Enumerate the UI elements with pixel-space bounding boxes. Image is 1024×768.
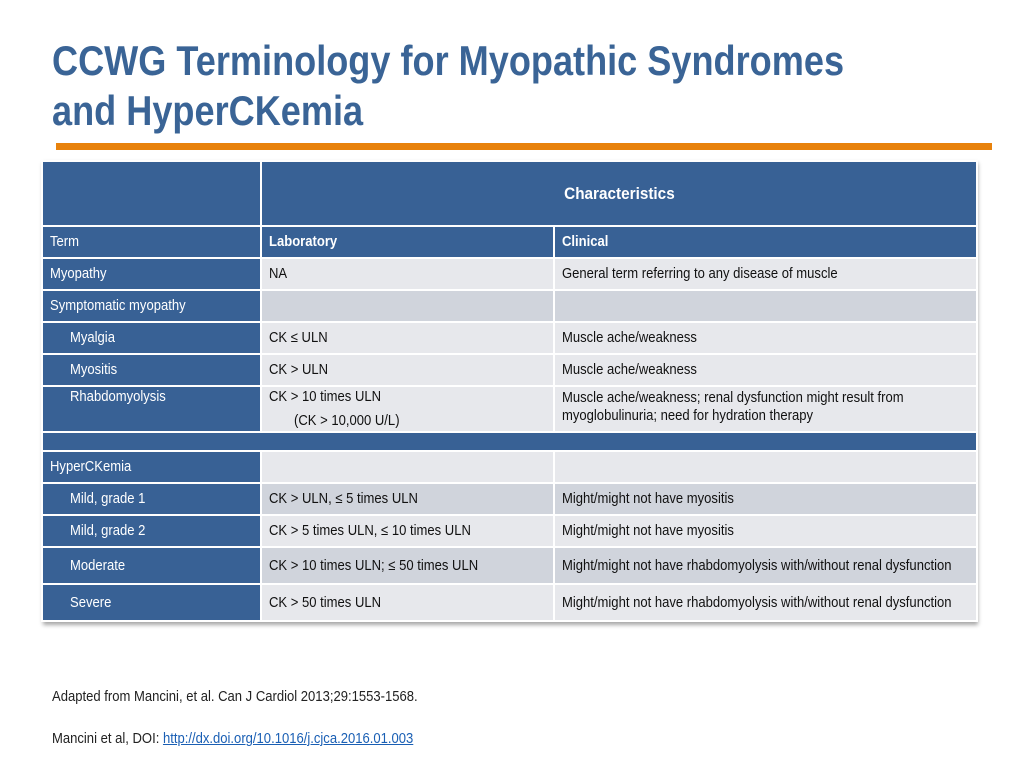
clinical-cell	[554, 354, 977, 386]
laboratory-text: CK > ULN	[269, 362, 329, 378]
table-row	[42, 386, 977, 432]
laboratory-text: CK > ULN, ≤ 5 times ULN	[269, 491, 418, 507]
laboratory-subtext-wrapper	[269, 413, 546, 429]
clinical-text: Might/might not have rhabdomyolysis with/without renal dysfunction	[562, 557, 952, 574]
clinical-text: Might/might not have myositis	[562, 491, 734, 507]
characteristics-header-text: Characteristics	[563, 183, 675, 203]
term-text: Mild, grade 2	[70, 523, 146, 539]
clinical-cell	[554, 547, 977, 584]
term-text: Myalgia	[70, 330, 115, 346]
term-cell	[42, 386, 261, 432]
slide-title: CCWG Terminology for Myopathic Syndromes and HyperCKemia	[52, 37, 845, 134]
clinical-cell	[554, 515, 977, 547]
column-header-laboratory	[261, 226, 554, 258]
clinical-text: Muscle ache/weakness	[562, 362, 697, 378]
doi-prefix: Mancini et al, DOI:	[52, 731, 163, 747]
table-row	[42, 354, 977, 386]
term-cell	[42, 584, 261, 621]
term-text: Myopathy	[50, 266, 107, 282]
laboratory-cell	[261, 451, 554, 483]
term-text: Rhabdomyolysis	[70, 389, 166, 405]
terminology-table-container	[41, 160, 976, 622]
term-cell	[42, 258, 261, 290]
table-row	[42, 322, 977, 354]
clinical-cell	[554, 290, 977, 322]
clinical-text: General term referring to any disease of muscle	[562, 266, 838, 282]
laboratory-text: CK > 5 times ULN, ≤ 10 times ULN	[269, 523, 471, 539]
term-cell	[42, 322, 261, 354]
table-row	[42, 258, 977, 290]
laboratory-text: NA	[269, 266, 288, 282]
term-cell	[42, 515, 261, 547]
column-header-term-text: Term	[50, 234, 80, 250]
citation-footnote: Adapted from Mancini, et al. Can J Cardiol 2013;29:1553-1568.	[52, 689, 418, 705]
laboratory-subtext: (CK > 10,000 U/L)	[294, 413, 400, 429]
term-cell	[42, 354, 261, 386]
laboratory-cell	[261, 386, 554, 432]
clinical-text: Muscle ache/weakness; renal dysfunction might result from myoglobulinuria; need for hydration therapy	[562, 390, 904, 424]
table-group-header-row	[42, 161, 977, 226]
clinical-cell	[554, 322, 977, 354]
table-section-divider	[42, 432, 977, 451]
laboratory-text: CK ≤ ULN	[269, 330, 328, 346]
clinical-text: Muscle ache/weakness	[562, 330, 697, 346]
laboratory-cell	[261, 322, 554, 354]
clinical-cell	[554, 451, 977, 483]
laboratory-cell	[261, 483, 554, 515]
column-header-laboratory-text: Laboratory	[269, 234, 338, 250]
term-cell	[42, 483, 261, 515]
term-text: Symptomatic myopathy	[50, 298, 186, 314]
clinical-cell	[554, 584, 977, 621]
table-row	[42, 290, 977, 322]
section-divider-cell	[42, 432, 977, 451]
term-text: Mild, grade 1	[70, 491, 146, 507]
column-header-term	[42, 226, 261, 258]
laboratory-text: CK > 10 times ULN; ≤ 50 times ULN	[269, 557, 479, 574]
term-cell	[42, 451, 261, 483]
table-row	[42, 515, 977, 547]
term-text: Severe	[70, 594, 112, 611]
header-empty-cell	[42, 161, 261, 226]
laboratory-cell	[261, 258, 554, 290]
laboratory-cell	[261, 290, 554, 322]
table-row	[42, 547, 977, 584]
table-row	[42, 451, 977, 483]
doi-link[interactable]: http://dx.doi.org/10.1016/j.cjca.2016.01.003	[162, 731, 414, 747]
column-header-clinical	[554, 226, 977, 258]
clinical-text: Might/might not have rhabdomyolysis with/without renal dysfunction	[562, 594, 952, 611]
column-header-clinical-text: Clinical	[562, 234, 609, 250]
laboratory-cell	[261, 515, 554, 547]
clinical-text: Might/might not have myositis	[562, 523, 734, 539]
term-text: Moderate	[70, 557, 126, 574]
clinical-cell	[554, 258, 977, 290]
table-row	[42, 584, 977, 621]
term-cell	[42, 547, 261, 584]
term-text: HyperCKemia	[50, 459, 132, 475]
clinical-cell	[554, 483, 977, 515]
terminology-table	[41, 160, 978, 622]
term-cell	[42, 290, 261, 322]
table-row	[42, 483, 977, 515]
table-column-header-row	[42, 226, 977, 258]
laboratory-text: CK > 10 times ULN	[269, 389, 382, 405]
laboratory-cell	[261, 584, 554, 621]
laboratory-cell	[261, 354, 554, 386]
clinical-cell	[554, 386, 977, 432]
laboratory-cell	[261, 547, 554, 584]
laboratory-text: CK > 50 times ULN	[269, 594, 382, 611]
title-underline-rule	[56, 143, 992, 150]
term-text: Myositis	[70, 362, 118, 378]
characteristics-header	[261, 161, 977, 226]
doi-footnote	[52, 731, 413, 747]
